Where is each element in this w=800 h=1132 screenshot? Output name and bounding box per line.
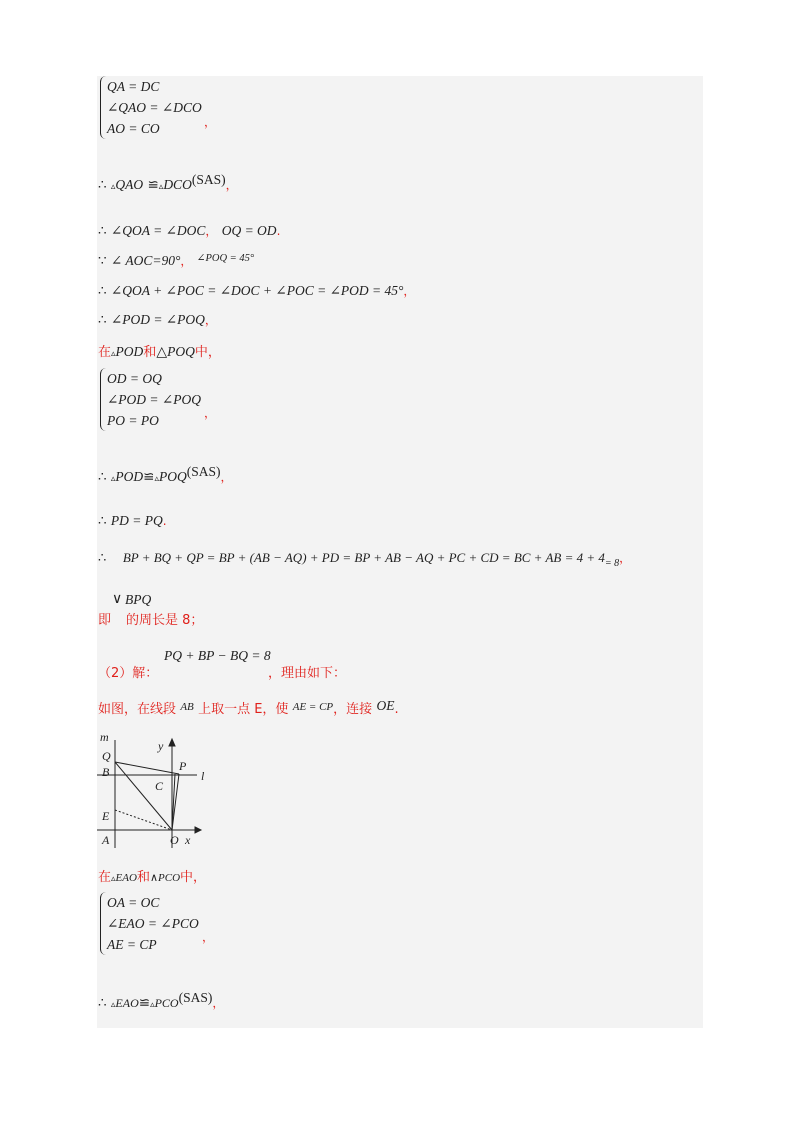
- text: .: [394, 702, 399, 717]
- system-row: ∠EAO = ∠PCO: [107, 916, 199, 931]
- because-symbol: ∵: [98, 253, 107, 268]
- label-B: B: [102, 765, 110, 779]
- system-row: AO = CO: [107, 121, 160, 136]
- triangle-name: POD: [115, 469, 144, 484]
- equation: ∠ AOC=90°: [110, 253, 181, 268]
- equation-line-4: [98, 282, 415, 299]
- equation: AE = CP: [292, 701, 334, 713]
- label-x: x: [185, 833, 191, 847]
- comma: ，: [225, 178, 238, 192]
- system-row: AE = CP: [107, 937, 157, 952]
- text: 的周长是 8；: [126, 613, 204, 628]
- system-row: ∠QAO = ∠DCO: [107, 100, 202, 115]
- equation-result: = 8: [604, 558, 620, 569]
- system-3-comma: ，: [202, 930, 215, 944]
- system-row: PO = PO: [107, 413, 159, 428]
- text: ，连接: [333, 702, 373, 717]
- text: 中，: [194, 345, 221, 360]
- label-P: P: [179, 759, 187, 773]
- segment-name: AB: [180, 701, 194, 713]
- congruence-line-7: [98, 464, 233, 485]
- construction-line: [98, 698, 399, 717]
- system-2-comma: ，: [204, 406, 217, 420]
- therefore-symbol: ∴: [98, 177, 107, 192]
- triangle-name: POQ: [167, 344, 195, 359]
- equation: ∠QOA = ∠DOC: [110, 223, 206, 238]
- equation-line-5: [98, 311, 217, 328]
- text: 中，: [180, 870, 207, 885]
- label-C: C: [155, 779, 164, 793]
- triangle-name: QAO: [115, 177, 144, 192]
- triangle-icon: ▵: [150, 1000, 155, 1010]
- therefore-symbol: ∴: [98, 995, 107, 1010]
- text: 上取一点 E，使: [198, 702, 289, 717]
- equation-line-2: [98, 222, 280, 239]
- equation-system-2: [100, 368, 201, 431]
- system-row: QA = DC: [107, 79, 160, 94]
- therefore-symbol: ∴: [98, 550, 107, 565]
- therefore-symbol: ∴: [98, 312, 107, 327]
- triangle-name: DCO: [163, 177, 192, 192]
- text: 在: [98, 345, 112, 360]
- period: .: [276, 224, 281, 238]
- triangle-icon: ▵: [110, 1000, 116, 1010]
- text: 即: [98, 613, 112, 628]
- equation: ∠POD = ∠POQ: [110, 312, 205, 327]
- equation: PQ + BP − BQ = 8: [164, 648, 271, 663]
- triangle-name: POD: [115, 344, 144, 359]
- geometry-figure: [97, 730, 207, 850]
- triangle-name: PCO: [158, 872, 181, 884]
- equation: PD = PQ: [110, 513, 163, 528]
- triangle-icon: ▵: [111, 349, 116, 359]
- period: .: [162, 514, 167, 528]
- text-line-13: [98, 866, 206, 885]
- comma: ，: [403, 284, 416, 298]
- congruent-symbol: ≌: [147, 177, 159, 192]
- congruent-symbol: ≌: [143, 469, 155, 484]
- y-axis-arrow-icon: [169, 739, 175, 746]
- equation-system-1: [100, 76, 202, 139]
- sas-label: (SAS): [186, 464, 221, 479]
- system-row: OD = OQ: [107, 371, 162, 386]
- sas-label: (SAS): [191, 172, 226, 187]
- congruent-symbol: ≌: [138, 995, 151, 1010]
- text: 如图，在线段: [98, 702, 177, 717]
- equation-line-9: [98, 549, 632, 569]
- comma: ，: [619, 551, 632, 565]
- system-row: ∠POD = ∠POQ: [107, 392, 201, 407]
- caret-triangle-icon: ∧: [149, 872, 159, 884]
- therefore-symbol: ∴: [98, 223, 107, 238]
- segment-name: OE: [376, 698, 395, 713]
- text-line-6: [98, 341, 221, 361]
- label-Q: Q: [102, 749, 111, 763]
- label-E: E: [102, 809, 110, 823]
- text: ，理由如下：: [268, 666, 347, 681]
- therefore-symbol: ∴: [98, 469, 107, 484]
- triangle-icon: ▵: [111, 874, 116, 884]
- equation: ∠POQ = 45°: [196, 253, 255, 264]
- equation-system-3: [100, 892, 199, 955]
- congruence-line-1: [98, 172, 238, 193]
- label-m: m: [100, 730, 109, 744]
- congruence-line-14: [98, 990, 225, 1011]
- segment-QP: [115, 762, 179, 774]
- triangle-name: BPQ: [125, 592, 152, 607]
- sas-label: (SAS): [178, 990, 213, 1005]
- triangle-name: EAO: [115, 996, 139, 1010]
- system-1-comma: ，: [204, 115, 217, 129]
- equation-line-8: [98, 513, 167, 529]
- label-l: l: [201, 769, 205, 783]
- triangle-icon: ▵: [110, 474, 116, 484]
- equation: OQ = OD: [221, 223, 277, 238]
- comma: ，: [205, 224, 218, 238]
- label-O: O: [170, 833, 179, 847]
- text: 在: [98, 870, 112, 885]
- triangle-name: PCO: [154, 996, 179, 1010]
- triangle-name: EAO: [115, 872, 137, 884]
- triangle-icon: ▵: [154, 474, 160, 484]
- label-A: A: [102, 833, 110, 847]
- system-row: OA = OC: [107, 895, 160, 910]
- triangle-icon: ▵: [110, 182, 116, 192]
- equation-line-3: [98, 252, 254, 269]
- text: 和: [143, 345, 157, 360]
- triangle-name: POQ: [159, 469, 187, 484]
- comma: ，: [212, 996, 225, 1010]
- text: （2）解：: [98, 666, 159, 681]
- text: 和: [136, 870, 150, 885]
- comma: ，: [180, 254, 193, 268]
- equation: BP + BQ + QP = BP + (AB − AQ) + PD = BP + AB − AQ + PC + CD = BC + AB = 4 + 4: [122, 550, 605, 565]
- comma: ，: [204, 313, 217, 327]
- triangle-outline-icon: △: [156, 345, 168, 360]
- label-y: y: [158, 739, 164, 753]
- equation: ∠QOA + ∠POC = ∠DOC + ∠POC = ∠POD = 45°: [110, 283, 404, 298]
- triangle-symbol: ∨: [112, 592, 123, 607]
- x-axis-arrow-icon: [195, 827, 201, 833]
- therefore-symbol: ∴: [98, 513, 107, 528]
- segment-QO: [115, 762, 172, 830]
- comma: ，: [220, 470, 233, 484]
- triangle-icon: ▵: [158, 182, 164, 192]
- therefore-symbol: ∴: [98, 283, 107, 298]
